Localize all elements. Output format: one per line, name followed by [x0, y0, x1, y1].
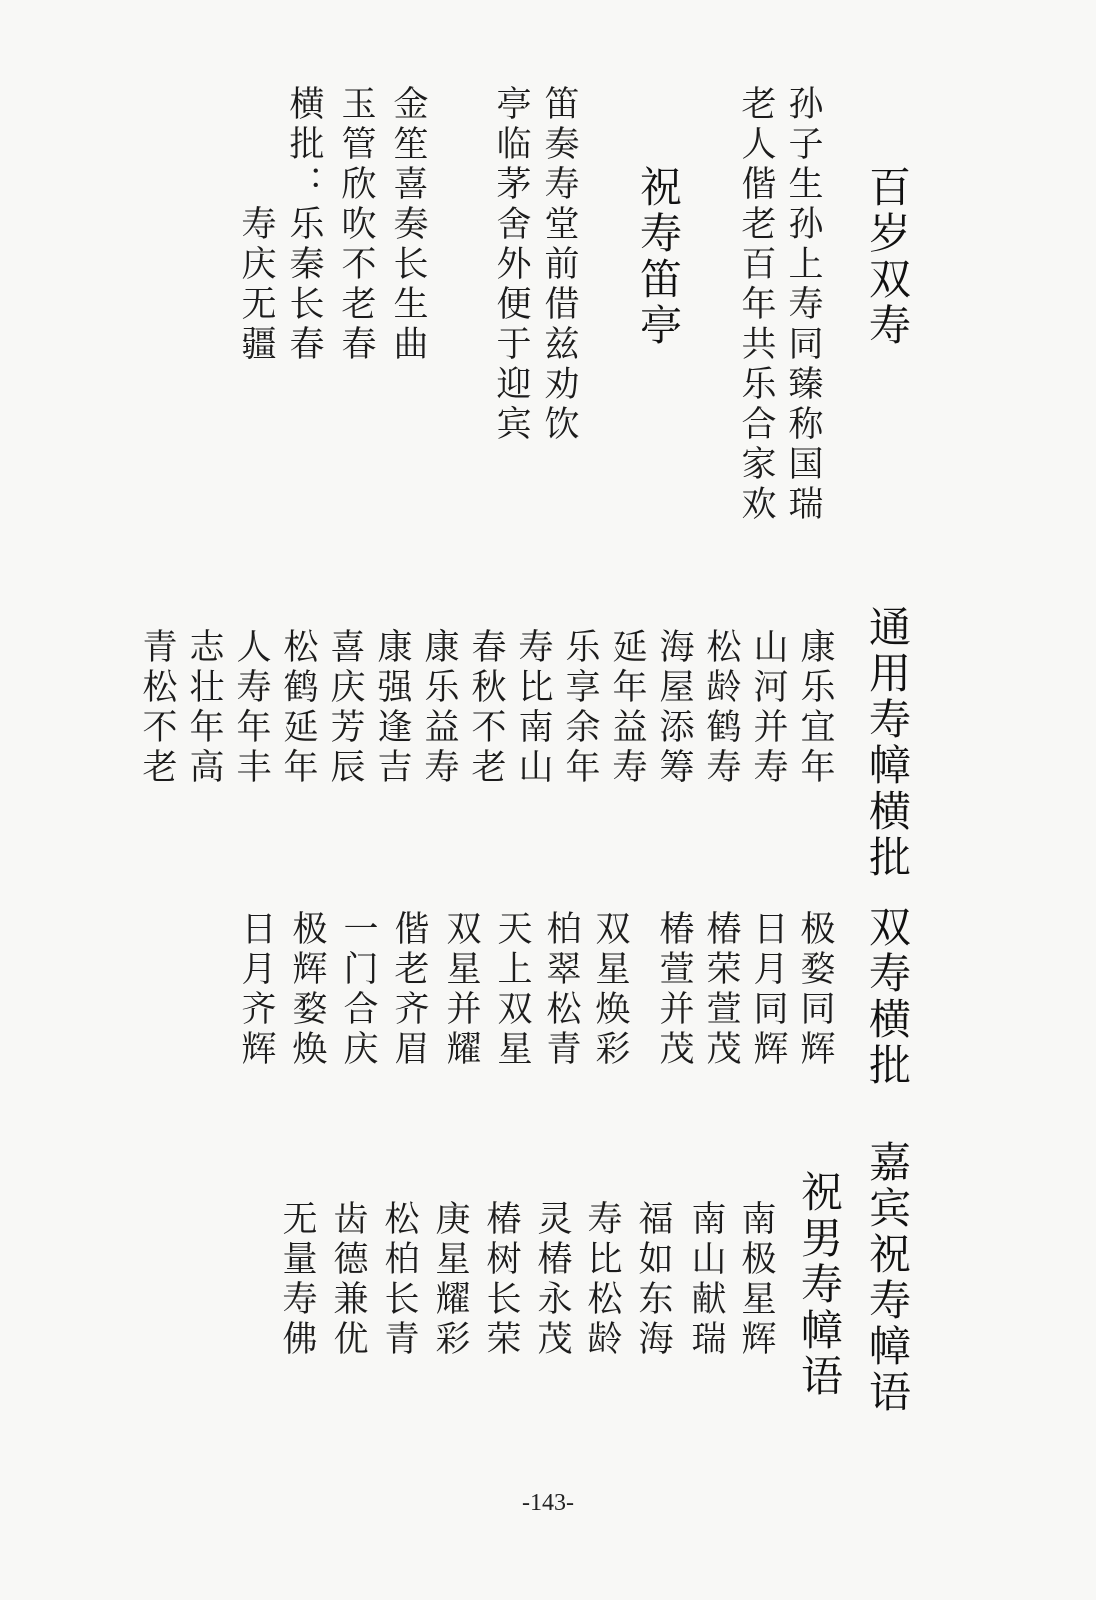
list-item: 寿比松龄 [582, 1200, 622, 1360]
list-item: 极辉婺焕 [287, 910, 327, 1070]
list-item: 天上双星 [492, 910, 532, 1070]
couplet-line: 玉管欣吹不老春 [336, 85, 376, 365]
list-item: 椿荣萱茂 [701, 910, 741, 1070]
list-item: 海屋添筹 [654, 628, 694, 788]
list-item: 柏翠松青 [541, 910, 581, 1070]
list-item: 喜庆芳辰 [325, 628, 365, 788]
list-item: 南山献瑞 [686, 1200, 726, 1360]
list-item: 青松不老 [137, 628, 177, 788]
list-item: 康乐益寿 [419, 628, 459, 788]
list-item: 乐享余年 [560, 628, 600, 788]
list-item: 无量寿佛 [277, 1200, 317, 1360]
list-item: 椿树长荣 [481, 1200, 521, 1360]
couplet-line: 孙子生孙上寿同臻称国瑞 [783, 85, 823, 525]
couplet-line: 笛奏寿堂前借兹劝饮 [539, 85, 579, 445]
list-item: 双星焕彩 [590, 910, 630, 1070]
couplet-line: 亭临茅舍外便于迎宾 [491, 85, 531, 445]
list-item: 松柏长青 [379, 1200, 419, 1360]
list-item: 福如东海 [633, 1200, 673, 1360]
list-item: 灵椿永茂 [532, 1200, 572, 1360]
section-title-dishou: 祝寿笛亭 [634, 165, 683, 349]
hengpi-text: 乐秦长春 [284, 205, 324, 365]
list-item: 松鹤延年 [278, 628, 318, 788]
section-title-tongyong: 通用寿幛横批 [863, 605, 912, 881]
list-item: 齿德兼优 [328, 1200, 368, 1360]
list-item: 庚星耀彩 [430, 1200, 470, 1360]
section-title-shuangshou: 双寿横批 [863, 905, 912, 1089]
list-item: 双星并耀 [441, 910, 481, 1070]
section-title-nanshou: 祝男寿幛语 [795, 1170, 844, 1400]
list-item: 春秋不老 [466, 628, 506, 788]
list-item: 人寿年丰 [231, 628, 271, 788]
list-item: 偕老齐眉 [389, 910, 429, 1070]
list-item: 寿比南山 [513, 628, 553, 788]
list-item: 椿萱并茂 [654, 910, 694, 1070]
list-item: 志壮年高 [184, 628, 224, 788]
section-title-baisui: 百岁双寿 [863, 165, 912, 349]
list-item: 一门合庆 [338, 910, 378, 1070]
section-title-jiabin: 嘉宾祝寿幛语 [863, 1140, 912, 1416]
hengpi-label: 横批： [284, 85, 324, 205]
list-item: 康乐宜年 [795, 628, 835, 788]
list-item: 松龄鹤寿 [701, 628, 741, 788]
hengpi-text: 寿庆无疆 [236, 205, 276, 365]
list-item: 南极星辉 [736, 1200, 776, 1360]
list-item: 延年益寿 [607, 628, 647, 788]
list-item: 极婺同辉 [795, 910, 835, 1070]
page-number: -143- [522, 1490, 574, 1516]
list-item: 康强逢吉 [372, 628, 412, 788]
list-item: 日月齐辉 [236, 910, 276, 1070]
list-item: 日月同辉 [748, 910, 788, 1070]
list-item: 山河并寿 [748, 628, 788, 788]
couplet-line: 金笙喜奏长生曲 [388, 85, 428, 365]
couplet-line: 老人偕老百年共乐合家欢 [736, 85, 776, 525]
